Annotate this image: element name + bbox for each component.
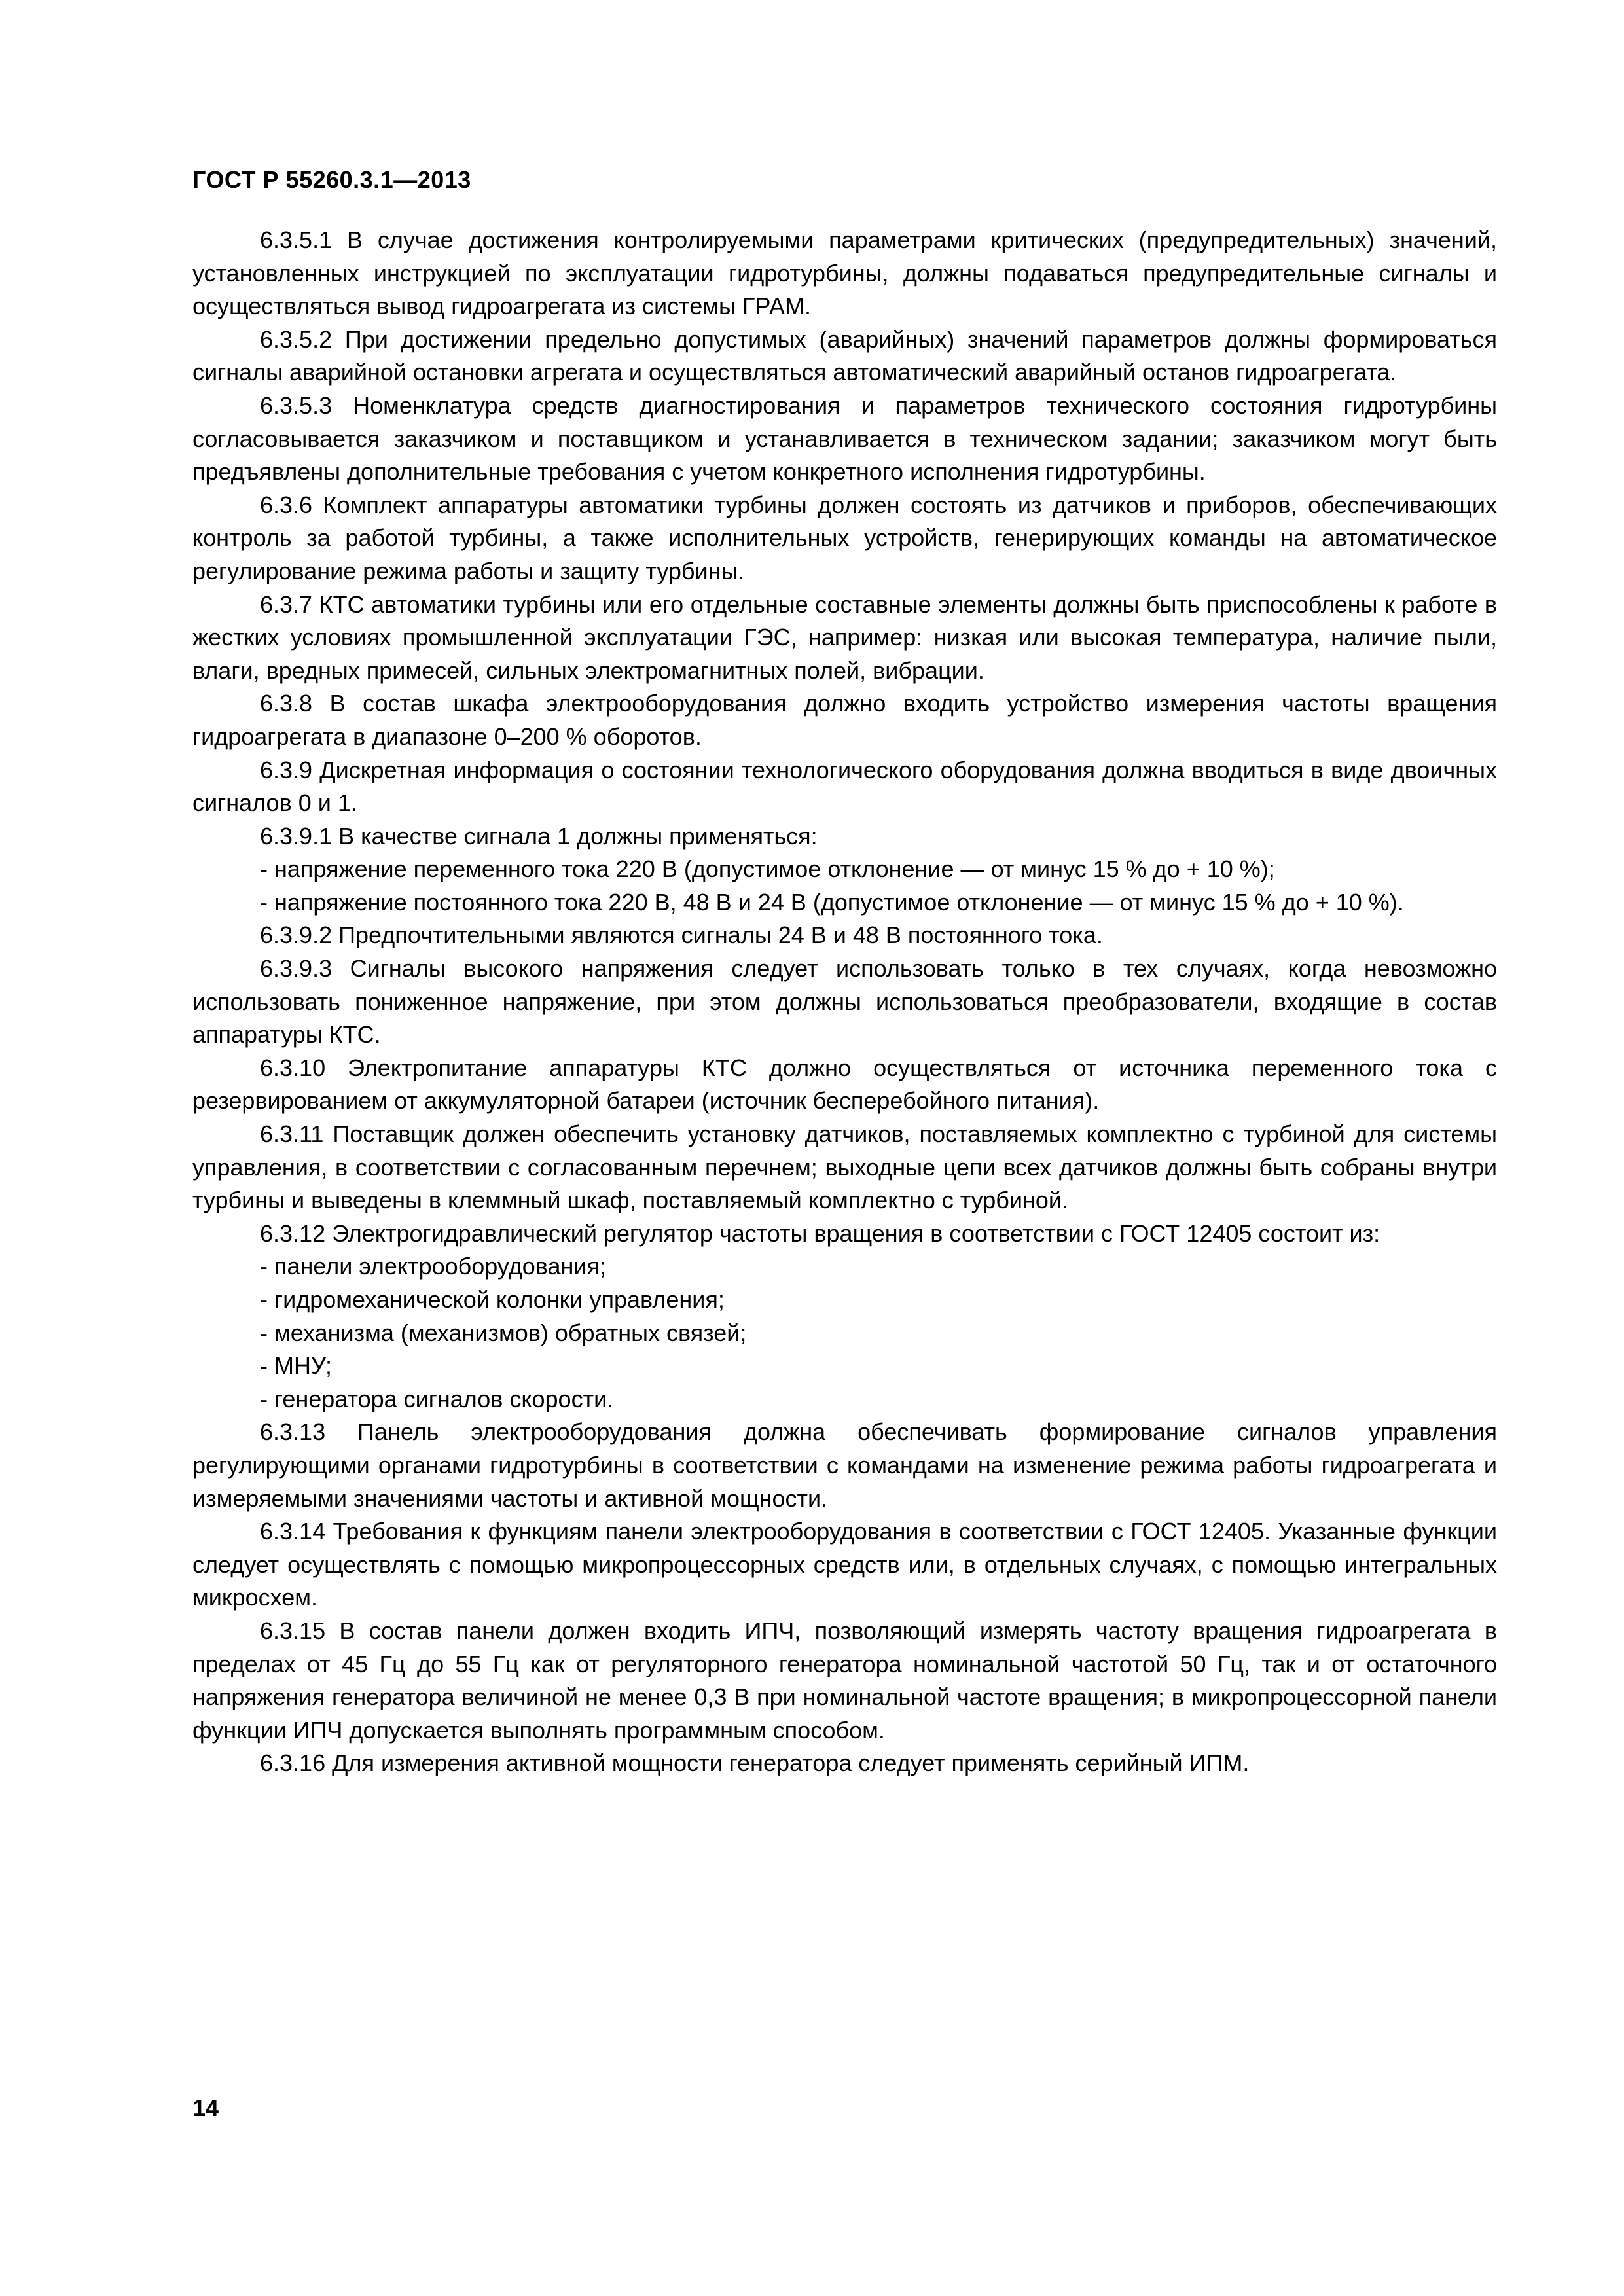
paragraph-6-3-6: 6.3.6 Комплект аппаратуры автоматики турбины должен состоять из датчиков и приборов, обеспечивающих контроль за работой турбины, а также исполнительных устройств, генерирующих команды на автоматическое регулирование режима работы и защиту турбины. [192, 491, 1497, 584]
paragraph-6-3-9-1: 6.3.9.1 В качестве сигнала 1 должны применяться: [260, 822, 818, 850]
paragraph-6-3-5-2: 6.3.5.2 При достижении предельно допустимых (аварийных) значений параметров должны формироваться сигналы аварийной остановки агрегата и осуществляться автоматический аварийный останов гидроагрегата. [192, 325, 1497, 386]
paragraph-6-3-9-2: 6.3.9.2 Предпочтительными являются сигналы 24 В и 48 В постоянного тока. [260, 922, 1103, 949]
paragraph-6-3-5-3: 6.3.5.3 Номенклатура средств диагностирования и параметров технического состояния гидротурбины согласовывается заказчиком и поставщиком и устанавливается в техническом задании; заказчиком могут быть предъявлены дополнительные требования с учетом конкретного исполнения гидротурбины. [192, 391, 1497, 486]
paragraph-6-3-5-1: 6.3.5.1 В случае достижения контролируемыми параметрами критических (предупредительных) значений, установленных инструкцией по эксплуатации гидротурбины, должны подаваться предупредительные сигналы и осуществляться вывод гидроагрегата из системы ГРАМ. [192, 226, 1497, 320]
paragraph-6-3-7: 6.3.7 КТС автоматики турбины или его отдельные составные элементы должны быть приспособлены к работе в жестких условиях промышленной эксплуатации ГЭС, например: низкая или высокая температура, наличие пыли, влаги, вредных примесей, сильных электромагнитных полей, вибрации. [192, 590, 1497, 684]
document-header: ГОСТ Р 55260.3.1—2013 [192, 166, 471, 193]
paragraph-6-3-13: 6.3.13 Панель электрооборудования должна обеспечивать формирование сигналов управления регулирующими органами гидротурбины в соответствии с командами на изменение режима работы гидроагрегата и измеряемыми значениями частоты и активной мощности. [192, 1418, 1497, 1512]
paragraph-6-3-9-3: 6.3.9.3 Сигналы высокого напряжения следует использовать только в тех случаях, когда невозможно использовать пониженное напряжение, при этом должны использоваться преобразователи, входящие в состав аппаратуры КТС. [192, 955, 1497, 1049]
paragraph-6-3-15: 6.3.15 В состав панели должен входить ИПЧ, позволяющий измерять частоту вращения гидроагрегата в пределах от 45 Гц до 55 Гц как от регуляторного генератора номинальной частотой 50 Гц, так и от остаточного напряжения генератора величиной не менее 0,3 В при номинальной частоте вращения; в микропроцессорной панели функции ИПЧ допускается выполнять программным способом. [192, 1617, 1497, 1744]
list-item-panel: - панели электрооборудования; [260, 1253, 606, 1280]
list-item-feedback: - механизма (механизмов) обратных связей; [260, 1319, 747, 1346]
paragraph-6-3-16: 6.3.16 Для измерения активной мощности генератора следует применять серийный ИПМ. [260, 1749, 1250, 1777]
paragraph-6-3-11: 6.3.11 Поставщик должен обеспечить установку датчиков, поставляемых комплектно с турбиной для системы управления, в соответствии с согласованным перечнем; выходные цепи всех датчиков должны быть собраны внутри турбины и выведены в клеммный шкаф, поставляемый комплектно с турбиной. [192, 1121, 1497, 1214]
list-item-speed-generator: - генератора сигналов скорости. [260, 1385, 614, 1412]
list-item-ac-voltage: - напряжение переменного тока 220 В (допустимое отклонение — от минус 15 % до + 10 %); [260, 855, 1275, 883]
list-item-dc-voltage: - напряжение постоянного тока 220 В, 48 В и 24 В (допустимое отклонение — от минус 15 % до + 10 %). [260, 888, 1404, 916]
paragraph-6-3-14: 6.3.14 Требования к функциям панели электрооборудования в соответствии с ГОСТ 12405. Указанные функции следует осуществлять с помощью микропроцессорных средств или, в отдельных случаях, с помощью интегральных микросхем. [192, 1518, 1497, 1611]
paragraph-6-3-12: 6.3.12 Электрогидравлический регулятор частоты вращения в соответствии с ГОСТ 12405 состоит из: [260, 1219, 1380, 1247]
list-item-column: - гидромеханической колонки управления; [260, 1286, 725, 1313]
paragraph-6-3-8: 6.3.8 В состав шкафа электрооборудования должно входить устройство измерения частоты вращения гидроагрегата в диапазоне 0–200 % оборотов. [192, 690, 1497, 750]
document-body [192, 224, 1497, 1780]
page-number: 14 [192, 2094, 219, 2121]
paragraph-6-3-10: 6.3.10 Электропитание аппаратуры КТС должно осуществляться от источника переменного тока с резервированием от аккумуляторной батареи (источник бесперебойного питания). [192, 1054, 1497, 1115]
paragraph-6-3-9: 6.3.9 Дискретная информация о состоянии технологического оборудования должна вводиться в виде двоичных сигналов 0 и 1. [192, 756, 1497, 817]
list-item-mnu: - МНУ; [260, 1352, 333, 1380]
